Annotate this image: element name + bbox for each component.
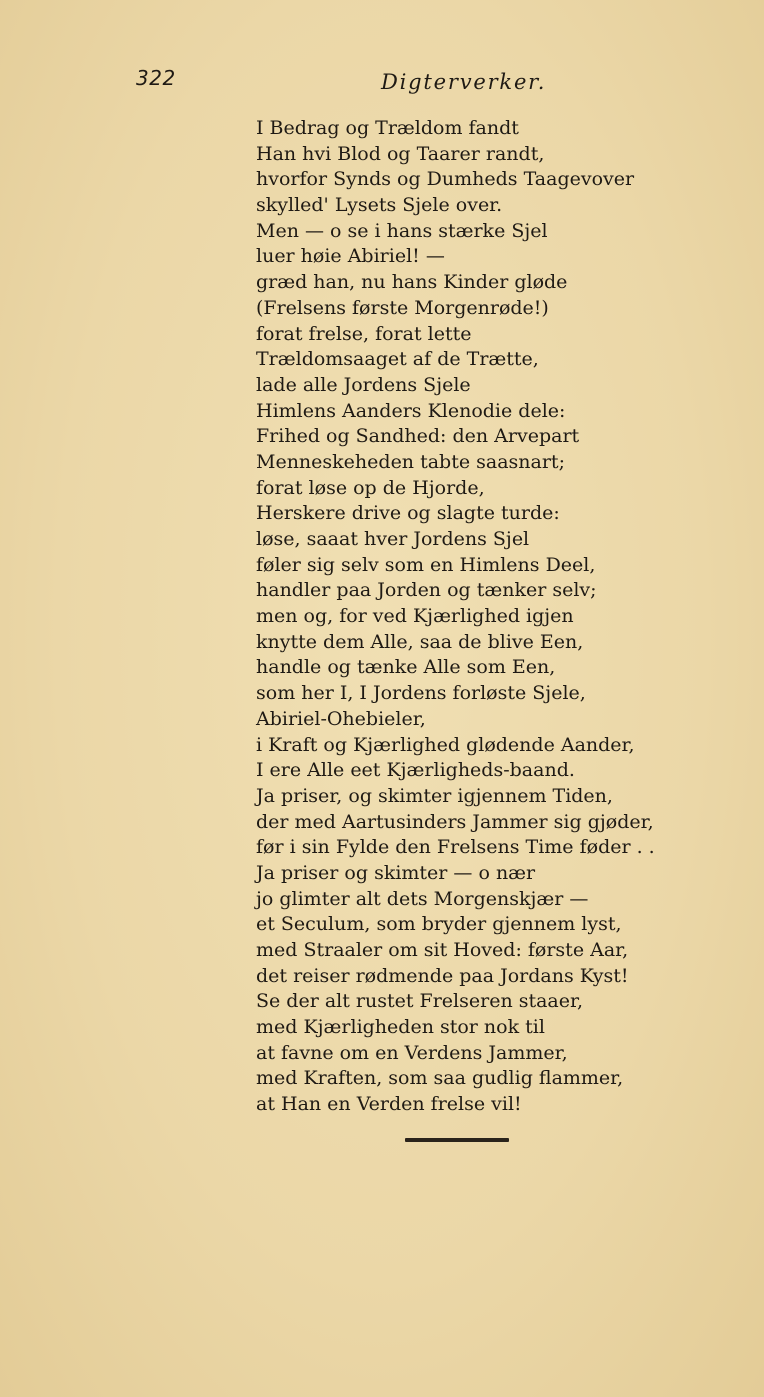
poem-line: luer høie Abiriel! — <box>256 245 445 268</box>
poem-line: Menneskeheden tabte saasnart; <box>256 450 565 473</box>
poem-text <box>256 116 696 1118</box>
poem-line: I Bedrag og Trældom fandt <box>256 117 519 139</box>
poem-line: hvorfor Synds og Dumheds Taagevover <box>256 168 635 191</box>
poem-line: at favne om en Verdens Jammer, <box>256 1041 568 1064</box>
poem-line: med Kraften, som saa gudlig flammer, <box>256 1067 624 1090</box>
poem-line: Herskere drive og slagte turde: <box>256 502 560 525</box>
poem-line: det reiser rødmende paa Jordans Kyst! <box>256 964 629 987</box>
end-rule-divider <box>405 1138 509 1142</box>
poem-line: et Seculum, som bryder gjennem lyst, <box>256 913 622 936</box>
poem-line: handle og tænke Alle som Een, <box>256 656 556 679</box>
poem-line: i Kraft og Kjærlighed glødende Aander, <box>256 733 635 756</box>
poem-line: Frihed og Sandhed: den Arvepart <box>256 425 580 448</box>
poem-line: Han hvi Blod og Taarer randt, <box>256 142 545 165</box>
poem-line: lade alle Jordens Sjele <box>256 373 471 396</box>
poem-line: Se der alt rustet Frelseren staaer, <box>256 990 584 1013</box>
poem-line: Ja priser, og skimter igjennem Tiden, <box>256 784 613 807</box>
poem-line: Himlens Aanders Klenodie dele: <box>256 399 566 422</box>
poem-line: (Frelsens første Morgenrøde!) <box>256 296 549 319</box>
poem-line: I ere Alle eet Kjærligheds-baand. <box>256 759 575 782</box>
poem-line: før i sin Fylde den Frelsens Time føder . . <box>256 836 655 859</box>
poem-line: Men — o se i hans stærke Sjel <box>256 219 548 242</box>
poem-line: at Han en Verden frelse vil! <box>256 1093 522 1116</box>
poem-line: med Straaler om sit Hoved: første Aar, <box>256 939 629 961</box>
poem-line: græd han, nu hans Kinder gløde <box>256 271 568 294</box>
poem-line: Trældomsaaget af de Trætte, <box>256 348 539 371</box>
page-number: 322 <box>136 66 176 90</box>
poem-line: men og, for ved Kjærlighed igjen <box>256 605 574 628</box>
poem-line: forat løse op de Hjorde, <box>256 476 485 499</box>
poem-line: Ja priser og skimter — o nær <box>256 861 536 884</box>
poem-line: knytte dem Alle, saa de blive Een, <box>256 630 584 653</box>
poem-line: forat frelse, forat lette <box>256 322 472 345</box>
poem-line: løse, saaat hver Jordens Sjel <box>256 528 530 550</box>
poem-line: handler paa Jorden og tænker selv; <box>256 579 597 602</box>
poem-line: som her I, I Jordens forløste Sjele, <box>256 682 586 705</box>
poem-line: med Kjærligheden stor nok til <box>256 1016 545 1039</box>
poem-line: jo glimter alt dets Morgenskjær — <box>256 887 589 910</box>
poem-line: der med Aartusinders Jammer sig gjøder, <box>256 810 654 833</box>
poem-line: Abiriel-Ohebieler, <box>256 707 426 730</box>
running-title: Digterverker. <box>381 70 547 94</box>
poem-line: skylled' Lysets Sjele over. <box>256 194 503 217</box>
poem-line: føler sig selv som en Himlens Deel, <box>256 553 596 576</box>
